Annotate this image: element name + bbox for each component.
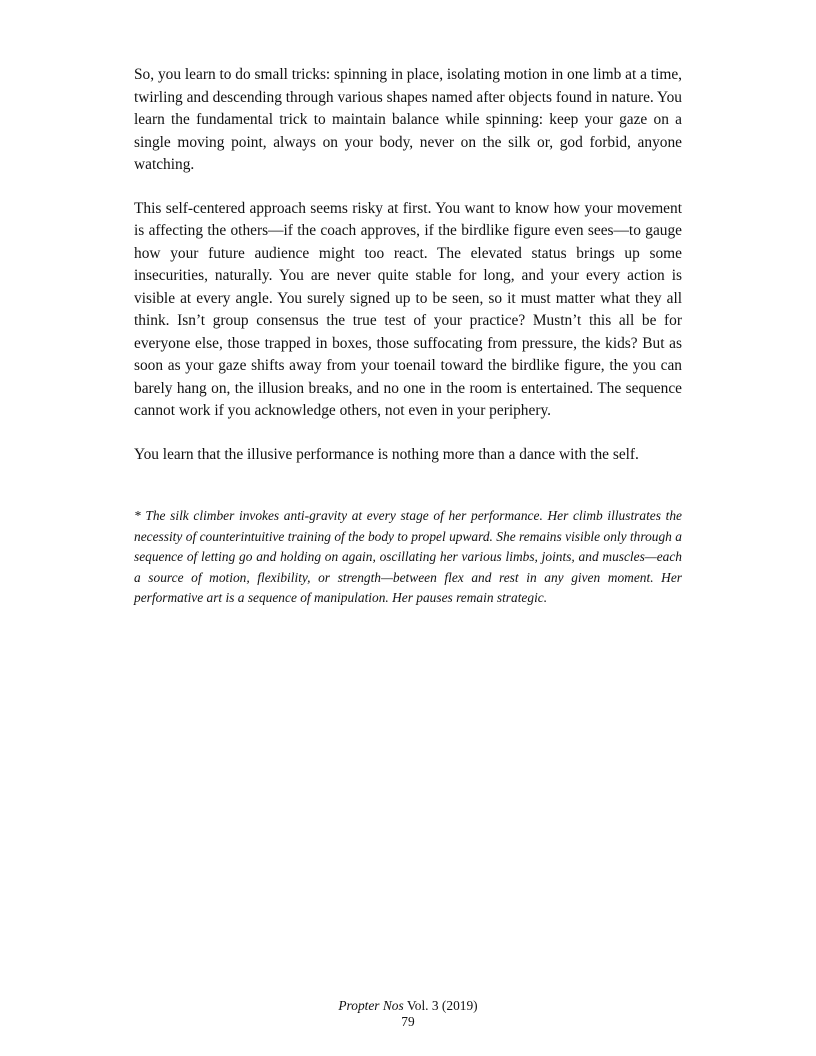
footnote: * The silk climber invokes anti-gravity at every stage of her performance. Her climb illustrates the necessity of counterintuitive training of the body to propel upward. She remains visible only through a sequence of letting go and holding on again, oscillating her various limbs, joints, and muscles—each a source of motion, flexibility, or strength—between flex and rest in any given moment. Her performative art is a sequence of manipulation. Her pauses remain strategic.	[134, 508, 682, 605]
journal-title: Propter Nos	[338, 998, 404, 1013]
journal-volume: Vol. 3 (2019)	[403, 998, 478, 1013]
paragraph-self-centered: This self-centered approach seems risky at first. You want to know how your movement is affecting the others—if the coach approves, if the birdlike figure even sees—to gauge how your future audience might too react. The elevated status brings up some insecurities, naturally. You are never quite stable for long, and your every action is visible at every angle. You surely signed up to be seen, so it must matter what they all think. Isn’t group consensus the true test of your practice? Mustn’t this all be for everyone else, those trapped in boxes, those suffocating from pressure, the kids? But as soon as your gaze shifts away from your toenail toward the birdlike figure, the you can barely hang on, the illusion breaks, and no one in the room is entertained. The sequence cannot work if you acknowledge others, not even in your periphery.	[134, 199, 682, 419]
page-number: 79	[401, 1014, 415, 1029]
paragraph-dance-with-self: You learn that the illusive performance is nothing more than a dance with the self.	[134, 445, 639, 463]
page-footer	[0, 998, 816, 1030]
page-body	[134, 64, 682, 622]
journal-citation	[0, 998, 816, 1014]
paragraph-tricks: So, you learn to do small tricks: spinning in place, isolating motion in one limb at a time, twirling and descending through various shapes named after objects found in nature. You learn the fundamental trick to maintain balance while spinning: keep your gaze on a single moving point, always on your body, never on the silk or, god forbid, anyone watching.	[134, 66, 683, 173]
